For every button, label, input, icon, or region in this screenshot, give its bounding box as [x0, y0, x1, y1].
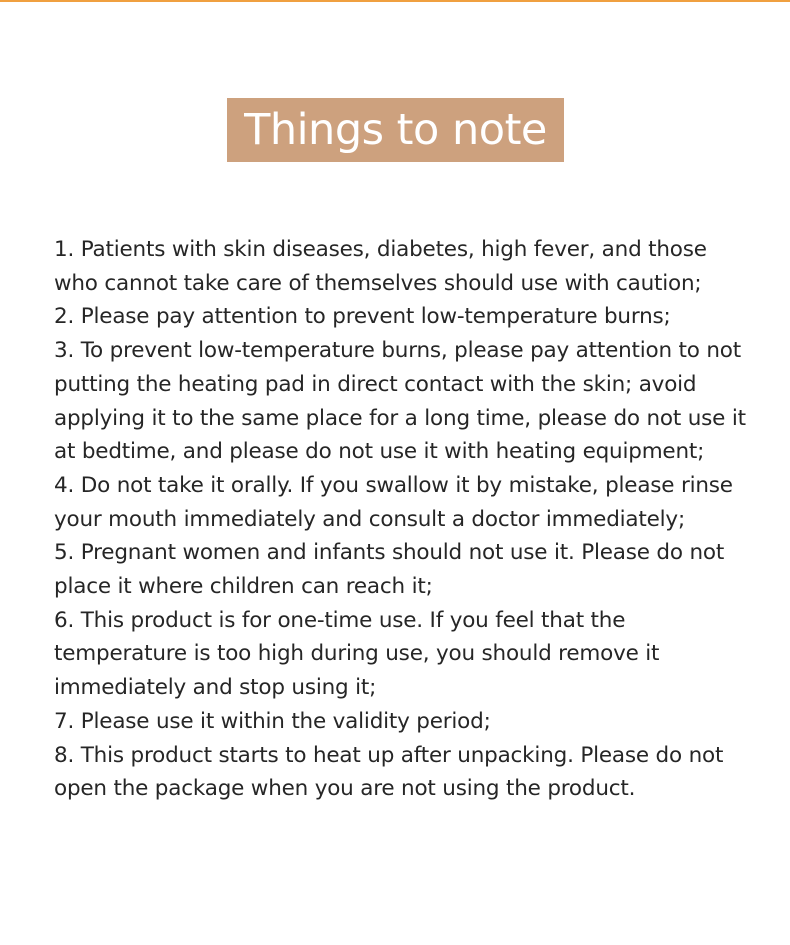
note-item: 8. This product starts to heat up after unpacking. Please do not open the package when you are not using the product.: [54, 742, 724, 802]
notes-list: [54, 233, 754, 806]
top-divider: [0, 0, 790, 2]
page-title: Things to note: [227, 98, 564, 162]
note-item: 4. Do not take it orally. If you swallow it by mistake, please rinse your mouth immediately and consult a doctor immediately;: [54, 472, 733, 532]
note-item: 6. This product is for one-time use. If you feel that the temperature is too high during use, you should remove it immediately and stop using it;: [54, 607, 660, 701]
note-item: 1. Patients with skin diseases, diabetes, high fever, and those who cannot take care of themselves should use with caution;: [54, 237, 707, 296]
note-item: 5. Pregnant women and infants should not use it. Please do not place it where children can reach it;: [54, 540, 725, 600]
note-item: 3. To prevent low-temperature burns, please pay attention to not putting the heating pad in direct contact with the skin; avoid applying it to the same place for a long time, please do not use it at bedtime, and please do not use it with heating equipment;: [54, 338, 746, 465]
note-item: 7. Please use it within the validity period;: [54, 708, 491, 734]
note-item: 2. Please pay attention to prevent low-temperature burns;: [54, 304, 671, 330]
